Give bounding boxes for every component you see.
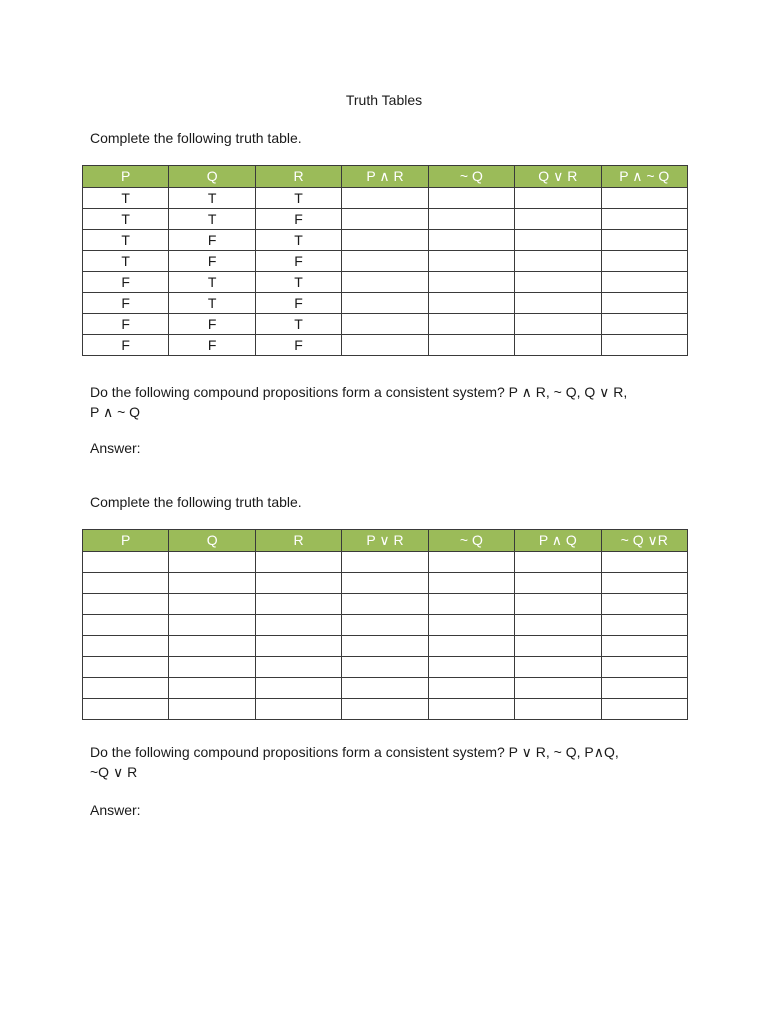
table-cell: F	[169, 251, 255, 272]
table-cell	[428, 335, 514, 356]
table-cell	[83, 594, 169, 615]
table-row	[83, 699, 688, 720]
table-cell	[169, 699, 255, 720]
table-row	[83, 272, 688, 293]
table-row	[83, 335, 688, 356]
table-cell: F	[83, 335, 169, 356]
table-cell	[169, 636, 255, 657]
table-cell	[428, 636, 514, 657]
table-cell	[601, 188, 687, 209]
table-cell: T	[83, 230, 169, 251]
table-cell	[515, 552, 601, 573]
column-header: R	[255, 166, 341, 188]
table-cell	[515, 293, 601, 314]
table-row	[83, 573, 688, 594]
table-cell: T	[255, 230, 341, 251]
table-cell	[169, 657, 255, 678]
question-line-2: P ∧ ~ Q	[90, 404, 141, 420]
document-title: Truth Tables	[345, 92, 423, 108]
column-header: P	[83, 530, 169, 552]
question-line-1: Do the following compound propositions form a consistent system? P ∨ R, ~ Q, P∧Q,	[90, 744, 619, 760]
table-row	[83, 293, 688, 314]
table-cell	[515, 335, 601, 356]
table-cell	[342, 699, 428, 720]
table-cell	[255, 594, 341, 615]
table-cell	[428, 209, 514, 230]
column-header: ~ Q ∨R	[601, 530, 687, 552]
table-cell	[515, 188, 601, 209]
table-cell	[428, 251, 514, 272]
table-cell	[515, 678, 601, 699]
table-cell	[515, 594, 601, 615]
table-cell	[255, 657, 341, 678]
table-cell	[83, 636, 169, 657]
table-header-row	[83, 530, 688, 552]
table-cell	[342, 251, 428, 272]
table-cell	[342, 636, 428, 657]
table-cell	[342, 293, 428, 314]
table-cell	[515, 230, 601, 251]
table-cell: T	[83, 188, 169, 209]
truth-table-1	[82, 165, 688, 356]
table-cell	[515, 272, 601, 293]
table-cell: F	[83, 272, 169, 293]
table-cell: F	[255, 209, 341, 230]
table-cell: T	[83, 209, 169, 230]
table-cell	[515, 657, 601, 678]
column-header: ~ Q	[428, 530, 514, 552]
question-line-1: Do the following compound propositions form a consistent system? P ∧ R, ~ Q, Q ∨ R,	[90, 384, 628, 400]
column-header: ~ Q	[428, 166, 514, 188]
table-cell	[601, 314, 687, 335]
column-header: P ∧ ~ Q	[601, 166, 687, 188]
table-cell	[515, 314, 601, 335]
table-cell	[428, 230, 514, 251]
table-cell	[342, 272, 428, 293]
table-cell	[83, 573, 169, 594]
column-header: P	[83, 166, 169, 188]
table-cell	[342, 678, 428, 699]
table-cell	[428, 188, 514, 209]
table-cell	[428, 293, 514, 314]
table-cell	[428, 573, 514, 594]
table-cell	[601, 293, 687, 314]
table-cell	[342, 552, 428, 573]
table-cell	[428, 314, 514, 335]
table-cell: T	[255, 272, 341, 293]
table-cell: T	[83, 251, 169, 272]
table-cell	[169, 594, 255, 615]
table-cell	[601, 272, 687, 293]
table-cell	[342, 335, 428, 356]
table-row	[83, 314, 688, 335]
table-cell	[428, 657, 514, 678]
table-cell	[601, 699, 687, 720]
table-cell: T	[169, 209, 255, 230]
section2-instruction: Complete the following truth table.	[90, 494, 302, 510]
table-cell: T	[169, 188, 255, 209]
table-cell	[601, 335, 687, 356]
table-cell	[169, 678, 255, 699]
table-cell	[255, 573, 341, 594]
table-cell	[169, 573, 255, 594]
table-cell	[515, 636, 601, 657]
column-header: P ∨ R	[342, 530, 428, 552]
table-cell	[342, 657, 428, 678]
table-cell: F	[255, 251, 341, 272]
table-cell	[342, 314, 428, 335]
table-cell	[83, 615, 169, 636]
table-cell	[342, 573, 428, 594]
table-cell	[342, 230, 428, 251]
section2-question	[90, 742, 690, 782]
column-header: Q	[169, 166, 255, 188]
column-header: P ∧ Q	[515, 530, 601, 552]
table-cell: T	[169, 272, 255, 293]
column-header: Q	[169, 530, 255, 552]
table-row	[83, 615, 688, 636]
table-cell	[601, 657, 687, 678]
table-cell	[342, 594, 428, 615]
table-cell: F	[255, 293, 341, 314]
section1-question	[90, 382, 690, 422]
table-cell	[601, 552, 687, 573]
table-cell: F	[169, 335, 255, 356]
table-row	[83, 209, 688, 230]
table-row	[83, 636, 688, 657]
table-cell	[255, 678, 341, 699]
table-row	[83, 678, 688, 699]
table-cell	[601, 594, 687, 615]
table-row	[83, 594, 688, 615]
section1-answer-label: Answer:	[90, 440, 141, 456]
truth-table-2	[82, 529, 688, 720]
table-cell	[515, 573, 601, 594]
table-cell	[601, 678, 687, 699]
table-cell: F	[83, 293, 169, 314]
table-cell	[169, 552, 255, 573]
table-cell	[83, 552, 169, 573]
table-cell: F	[169, 230, 255, 251]
table-cell	[428, 552, 514, 573]
table-cell	[515, 251, 601, 272]
table-row	[83, 552, 688, 573]
table-cell	[342, 209, 428, 230]
table-row	[83, 657, 688, 678]
table-cell	[601, 230, 687, 251]
table-cell: T	[255, 314, 341, 335]
section1-instruction: Complete the following truth table.	[90, 130, 302, 146]
table-cell	[342, 188, 428, 209]
column-header: Q ∨ R	[515, 166, 601, 188]
table-cell	[342, 615, 428, 636]
table-cell	[601, 209, 687, 230]
table-cell	[255, 636, 341, 657]
table-cell	[255, 552, 341, 573]
table-cell	[601, 615, 687, 636]
table-cell	[515, 699, 601, 720]
table-cell	[83, 699, 169, 720]
table-cell	[255, 615, 341, 636]
question-line-2: ~Q ∨ R	[90, 764, 138, 780]
table-cell	[428, 615, 514, 636]
table-cell	[255, 699, 341, 720]
table-row	[83, 251, 688, 272]
table-cell	[601, 573, 687, 594]
table-cell	[515, 615, 601, 636]
table-cell: T	[255, 188, 341, 209]
column-header: P ∧ R	[342, 166, 428, 188]
table-cell	[428, 594, 514, 615]
table-cell: F	[169, 314, 255, 335]
table-cell	[601, 636, 687, 657]
table-cell	[428, 678, 514, 699]
table-row	[83, 230, 688, 251]
table-header-row	[83, 166, 688, 188]
table-cell	[428, 699, 514, 720]
table-cell	[515, 209, 601, 230]
table-cell	[169, 615, 255, 636]
table-cell: F	[83, 314, 169, 335]
table-cell	[601, 251, 687, 272]
table-cell	[428, 272, 514, 293]
table-cell	[83, 657, 169, 678]
table-cell: T	[169, 293, 255, 314]
table-cell	[83, 678, 169, 699]
table-row	[83, 188, 688, 209]
table-cell: F	[255, 335, 341, 356]
column-header: R	[255, 530, 341, 552]
section2-answer-label: Answer:	[90, 802, 141, 818]
